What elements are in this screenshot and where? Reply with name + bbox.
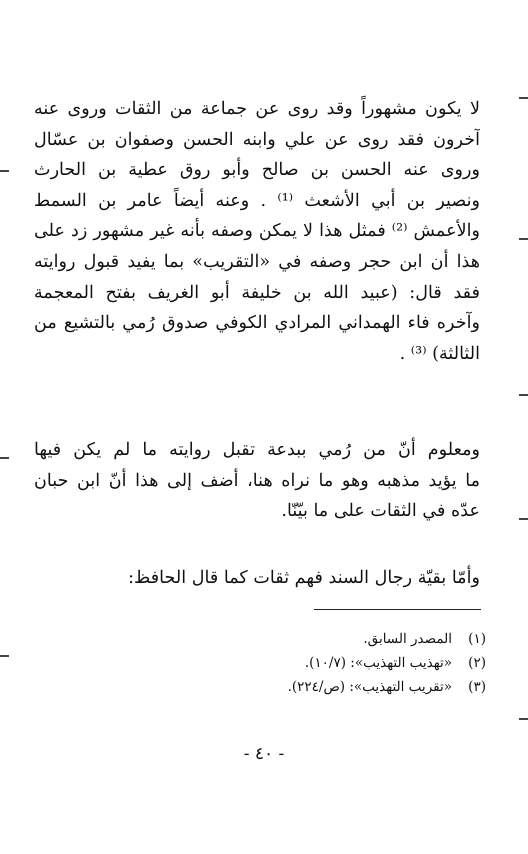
text-line: وآخره فاء الهمداني المرادي الكوفي صدوق رُمي بالتشيع من xyxy=(34,313,480,334)
footnote-number: (٣) xyxy=(468,679,486,695)
text-line: لا يكون مشهوراً وقد روى عن جماعة من الثقات وروى عنه xyxy=(34,99,480,119)
text-line: ونصير بن أبي الأشعث ⁽¹⁾ . وعنه أيضاً عامر بن السمط xyxy=(34,190,480,211)
margin-tick xyxy=(519,718,528,720)
margin-tick xyxy=(519,97,528,99)
margin-tick xyxy=(519,394,528,396)
footnote-number: (٢) xyxy=(468,655,486,671)
text-line: ومعلوم أنّ من رُمي ببدعة تقبل روايته ما لم يكن فيها xyxy=(34,440,480,460)
text-line: هذا أن ابن حجر وصفه في «التقريب» بما يفيد قبول روايته xyxy=(34,251,480,272)
text-line: وأمّا بقيّة رجال السند فهم ثقات كما قال الحافظ: xyxy=(128,568,480,588)
footnote-item xyxy=(160,651,486,675)
body-paragraph-3 xyxy=(34,563,480,594)
margin-tick xyxy=(0,457,9,459)
margin-tick xyxy=(0,170,9,172)
text-line: وروى عنه الحسن بن صالح وأبو روق عطية بن الحارث xyxy=(34,160,480,181)
footnote-text: المصدر السابق. xyxy=(363,631,452,647)
footnotes xyxy=(160,627,486,699)
margin-tick xyxy=(519,518,528,520)
footnote-text: «تهذيب التهذيب»: (١٠/٧). xyxy=(304,655,452,671)
text-line: آخرون فقد روى عن علي وابنه الحسن وصفوان بن عسّال xyxy=(34,129,480,150)
body-paragraph-1 xyxy=(34,94,480,369)
footnote-item xyxy=(160,675,486,699)
footnote-text: «تقريب التهذيب»: (ص/٢٢٤). xyxy=(287,679,452,695)
margin-tick xyxy=(0,655,9,657)
footnote-separator xyxy=(314,609,481,610)
text-line: الثالثة) ⁽³⁾ . xyxy=(399,343,480,364)
footnote-number: (١) xyxy=(468,631,486,647)
body-paragraph-2 xyxy=(34,435,480,527)
text-line: ما يؤيد مذهبه وهو ما نراه هنا، أضف إلى هذا أنّ ابن حبان xyxy=(34,470,480,491)
text-line: عدّه في الثقات على ما بيّنّا. xyxy=(281,501,480,522)
margin-tick xyxy=(519,238,528,240)
text-line: والأعمش ⁽²⁾ فمثل هذا لا يمكن وصفه بأنه غير مشهور زد على xyxy=(34,221,480,242)
footnote-item xyxy=(160,627,486,651)
page-number: - ٤٠ - xyxy=(243,744,285,764)
text-line: فقد قال: (عبيد الله بن خليفة أبو الغريف بفتح المعجمة xyxy=(34,282,480,303)
